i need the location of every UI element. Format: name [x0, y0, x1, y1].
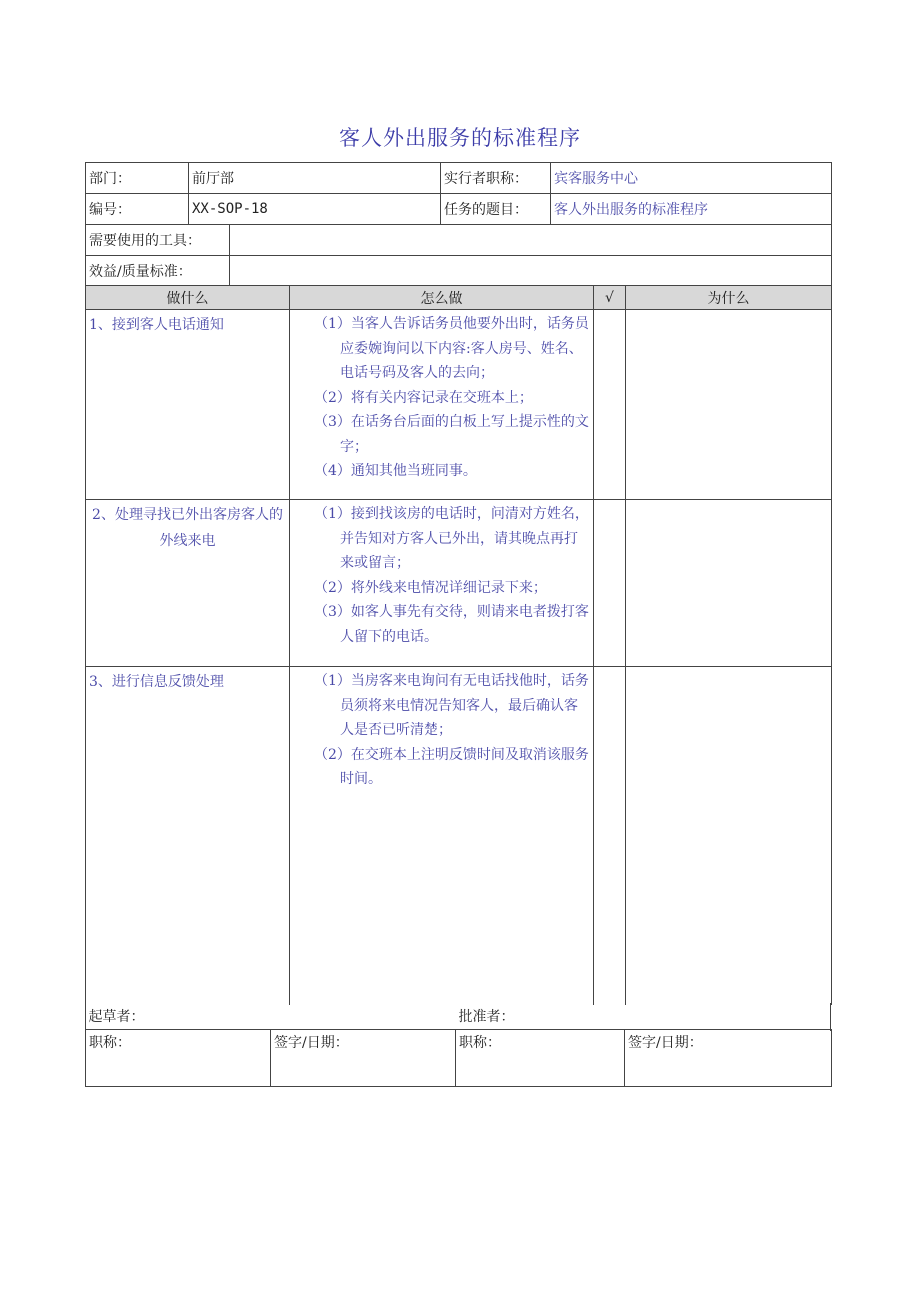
procedure-table	[85, 285, 832, 1005]
step-how	[290, 667, 594, 1005]
drafter-title-field: 职称：	[86, 1030, 271, 1087]
quality-label: 效益/质量标准：	[86, 256, 230, 287]
code-label: 编号：	[86, 194, 189, 225]
how-item: （3）如客人事先有交待，则请来电者拨打客人留下的电话。	[314, 604, 589, 645]
step-how	[290, 500, 594, 667]
quality-value	[230, 256, 832, 287]
step-check	[594, 667, 626, 1005]
approver-sign-field: 签字/日期：	[625, 1030, 832, 1087]
table-row	[86, 667, 832, 1005]
step-why	[626, 667, 832, 1005]
how-item: （2）将外线来电情况详细记录下来；	[314, 579, 547, 596]
dept-value: 前厅部	[189, 163, 441, 194]
how-item: （2）将有关内容记录在交班本上；	[314, 389, 533, 406]
table-row	[86, 500, 832, 667]
performer-value: 宾客服务中心	[551, 163, 832, 194]
dept-label: 部门：	[86, 163, 189, 194]
step-how	[290, 310, 594, 500]
table-row	[86, 310, 832, 500]
how-item: （1）接到找该房的电话时，问清对方姓名，并告知对方客人已外出，请其晚点再打来或留言；	[314, 506, 589, 571]
approver-label: 批准者：	[458, 1009, 515, 1025]
step-what: 1、接到客人电话通知	[86, 310, 290, 500]
col-header-how: 怎么做	[290, 286, 594, 310]
code-value: XX-SOP-18	[189, 194, 441, 225]
step-why	[626, 500, 832, 667]
task-label: 任务的题目：	[441, 194, 551, 225]
task-value: 客人外出服务的标准程序	[551, 194, 832, 225]
how-item: （1）当客人告诉话务员他要外出时，话务员应委婉询问以下内容:客人房号、姓名、电话号码及客人的去向；	[314, 316, 589, 381]
drafter-sign-field: 签字/日期：	[271, 1030, 456, 1087]
step-what: 2、处理寻找已外出客房客人的外线来电	[86, 500, 290, 667]
tools-label: 需要使用的工具：	[86, 225, 230, 256]
page-title: 客人外出服务的标准程序	[339, 126, 581, 150]
signoff-table	[85, 1003, 832, 1087]
col-header-check: √	[594, 286, 626, 310]
how-item: （1）当房客来电询问有无电话找他时，话务员须将来电情况告知客人，最后确认客人是否已听清楚；	[314, 673, 589, 738]
how-item: （2）在交班本上注明反馈时间及取消该服务时间。	[314, 746, 589, 787]
how-item: （3）在话务台后面的白板上写上提示性的文字；	[314, 414, 589, 455]
how-item: （4）通知其他当班同事。	[314, 463, 477, 479]
step-what: 3、进行信息反馈处理	[86, 667, 290, 1005]
drafter-label: 起草者：	[88, 1009, 145, 1025]
step-check	[594, 310, 626, 500]
info-table	[85, 162, 832, 287]
performer-label: 实行者职称：	[441, 163, 551, 194]
step-why	[626, 310, 832, 500]
col-header-why: 为什么	[626, 286, 832, 310]
approver-title-field: 职称：	[456, 1030, 625, 1087]
step-check	[594, 500, 626, 667]
tools-value	[230, 225, 832, 256]
col-header-what: 做什么	[86, 286, 290, 310]
